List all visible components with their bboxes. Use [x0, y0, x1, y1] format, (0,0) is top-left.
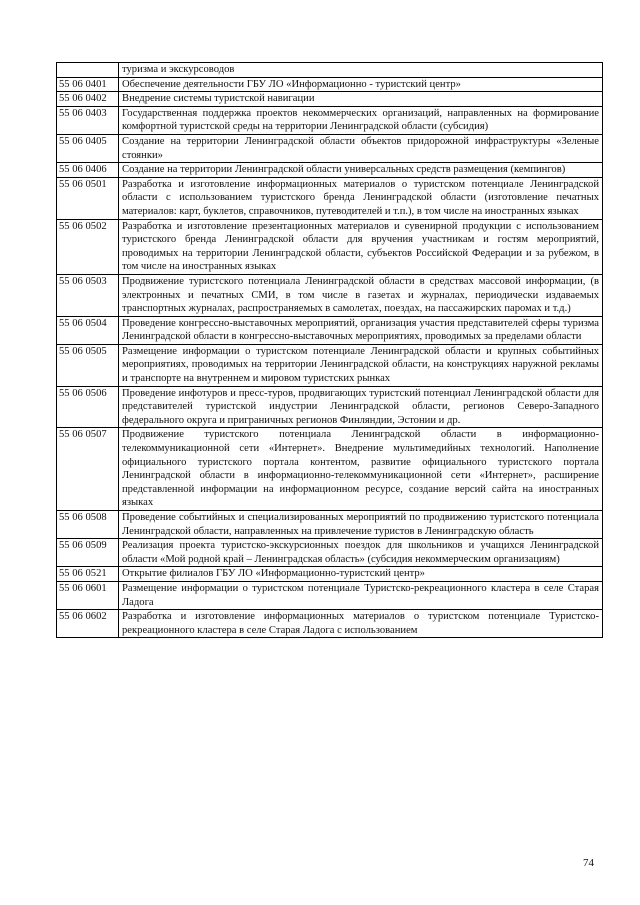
row-code: 55 06 0406 — [57, 163, 119, 178]
table-body — [57, 63, 603, 638]
table-row — [57, 539, 603, 567]
row-code: 55 06 0521 — [57, 567, 119, 582]
row-code: 55 06 0501 — [57, 177, 119, 219]
table-row — [57, 134, 603, 162]
row-code: 55 06 0401 — [57, 77, 119, 92]
table-row — [57, 106, 603, 134]
row-description: Разработка и изготовление информационных материалов о туристском потенциале Ленинградской области с использованием туристского бренда Ленинградской области (изготовление печатных материалов: карт, буклетов, справочников, путеводителей и т.п.), в том числе на иностранных языках — [119, 177, 603, 219]
row-description: Реализация проекта туристско-экскурсионных поездок для школьников и учащихся Ленинградской области «Мой родной край – Ленинградская область» (субсидия некоммерческим организациям) — [119, 539, 603, 567]
row-code: 55 06 0402 — [57, 92, 119, 107]
row-code: 55 06 0505 — [57, 344, 119, 386]
row-description: Государственная поддержка проектов некоммерческих организаций, направленных на формирование комфортной туристской среды на территории Ленинградской области (субсидия) — [119, 106, 603, 134]
table-row — [57, 163, 603, 178]
row-code: 55 06 0602 — [57, 610, 119, 638]
row-description: Открытие филиалов ГБУ ЛО «Информационно-туристский центр» — [119, 567, 603, 582]
row-description: Проведение инфотуров и пресс-туров, продвигающих туристский потенциал Ленинградской области для представителей туристской индустрии Ленинградской области, регионов Северо-Западного федерального округа и приграничных регионов Финляндии, Эстонии и др. — [119, 386, 603, 428]
table-row — [57, 177, 603, 219]
table-row — [57, 92, 603, 107]
row-description: Размещение информации о туристском потенциале Туристско-рекреационного кластера в селе Старая Ладога — [119, 581, 603, 609]
table-row — [57, 511, 603, 539]
row-code: 55 06 0405 — [57, 134, 119, 162]
row-description: Разработка и изготовление информационных материалов о туристском потенциале Туристско-рекреационного кластера в селе Старая Ладога с использованием — [119, 610, 603, 638]
row-code: 55 06 0503 — [57, 274, 119, 316]
row-code: 55 06 0508 — [57, 511, 119, 539]
table-row — [57, 386, 603, 428]
row-code: 55 06 0507 — [57, 428, 119, 511]
row-description: Обеспечение деятельности ГБУ ЛО «Информационно - туристский центр» — [119, 77, 603, 92]
table-row — [57, 274, 603, 316]
table-row — [57, 63, 603, 78]
row-code: 55 06 0601 — [57, 581, 119, 609]
table-row — [57, 567, 603, 582]
row-description: туризма и экскурсоводов — [119, 63, 603, 78]
row-description: Создание на территории Ленинградской области универсальных средств размещения (кемпингов) — [119, 163, 603, 178]
table-row — [57, 219, 603, 274]
table-row — [57, 428, 603, 511]
table-row — [57, 77, 603, 92]
row-code: 55 06 0509 — [57, 539, 119, 567]
row-description: Создание на территории Ленинградской области объектов придорожной инфраструктуры «Зеленые стоянки» — [119, 134, 603, 162]
row-description: Проведение событийных и специализированных мероприятий по продвижению туристского потенциала Ленинградской области, направленных на привлечение туристов в Ленинградскую область — [119, 511, 603, 539]
budget-codes-table — [56, 62, 603, 638]
row-description: Размещение информации о туристском потенциале Ленинградской области и крупных событийных мероприятиях, проводимых на территории Ленинградской области, на конструкциях наружной рекламы и транспорте на внутреннем и мировом туристских рынках — [119, 344, 603, 386]
row-code: 55 06 0403 — [57, 106, 119, 134]
row-code: 55 06 0504 — [57, 316, 119, 344]
row-description: Проведение конгрессно-выставочных мероприятий, организация участия представителей сферы туризма Ленинградской области в конгрессно-выставочных мероприятиях, проводимых за пределами области — [119, 316, 603, 344]
page-number: 74 — [583, 857, 594, 869]
table-row — [57, 316, 603, 344]
row-code: 55 06 0502 — [57, 219, 119, 274]
row-code — [57, 63, 119, 78]
table-row — [57, 610, 603, 638]
table-row — [57, 344, 603, 386]
table-row — [57, 581, 603, 609]
row-description: Продвижение туристского потенциала Ленинградской области в информационно-телекоммуникационной сети «Интернет». Внедрение мультимедийных технологий. Наполнение официального туристского портала контентом, развитие официального туристского портала Ленинградской области в информационно-телекоммуникационной сети «Интернет», расширение представленной информации на информационном ресурсе, создание версий сайта на иностранных языках — [119, 428, 603, 511]
row-description: Продвижение туристского потенциала Ленинградской области в средствах массовой информации, (в электронных и печатных СМИ, в том числе в газетах и журналах, периодически издаваемых транспортных журналах, распространяемых в самолетах, поездах, на пассажирских паромах и т.д.) — [119, 274, 603, 316]
row-description: Внедрение системы туристской навигации — [119, 92, 603, 107]
row-code: 55 06 0506 — [57, 386, 119, 428]
row-description: Разработка и изготовление презентационных материалов и сувенирной продукции с использованием туристского бренда Ленинградской области для вручения участникам и гостям мероприятий, проводимых на территории Ленинградской области, субъектов Российской Федерации и за рубежом, в том числе на иностранных языках — [119, 219, 603, 274]
